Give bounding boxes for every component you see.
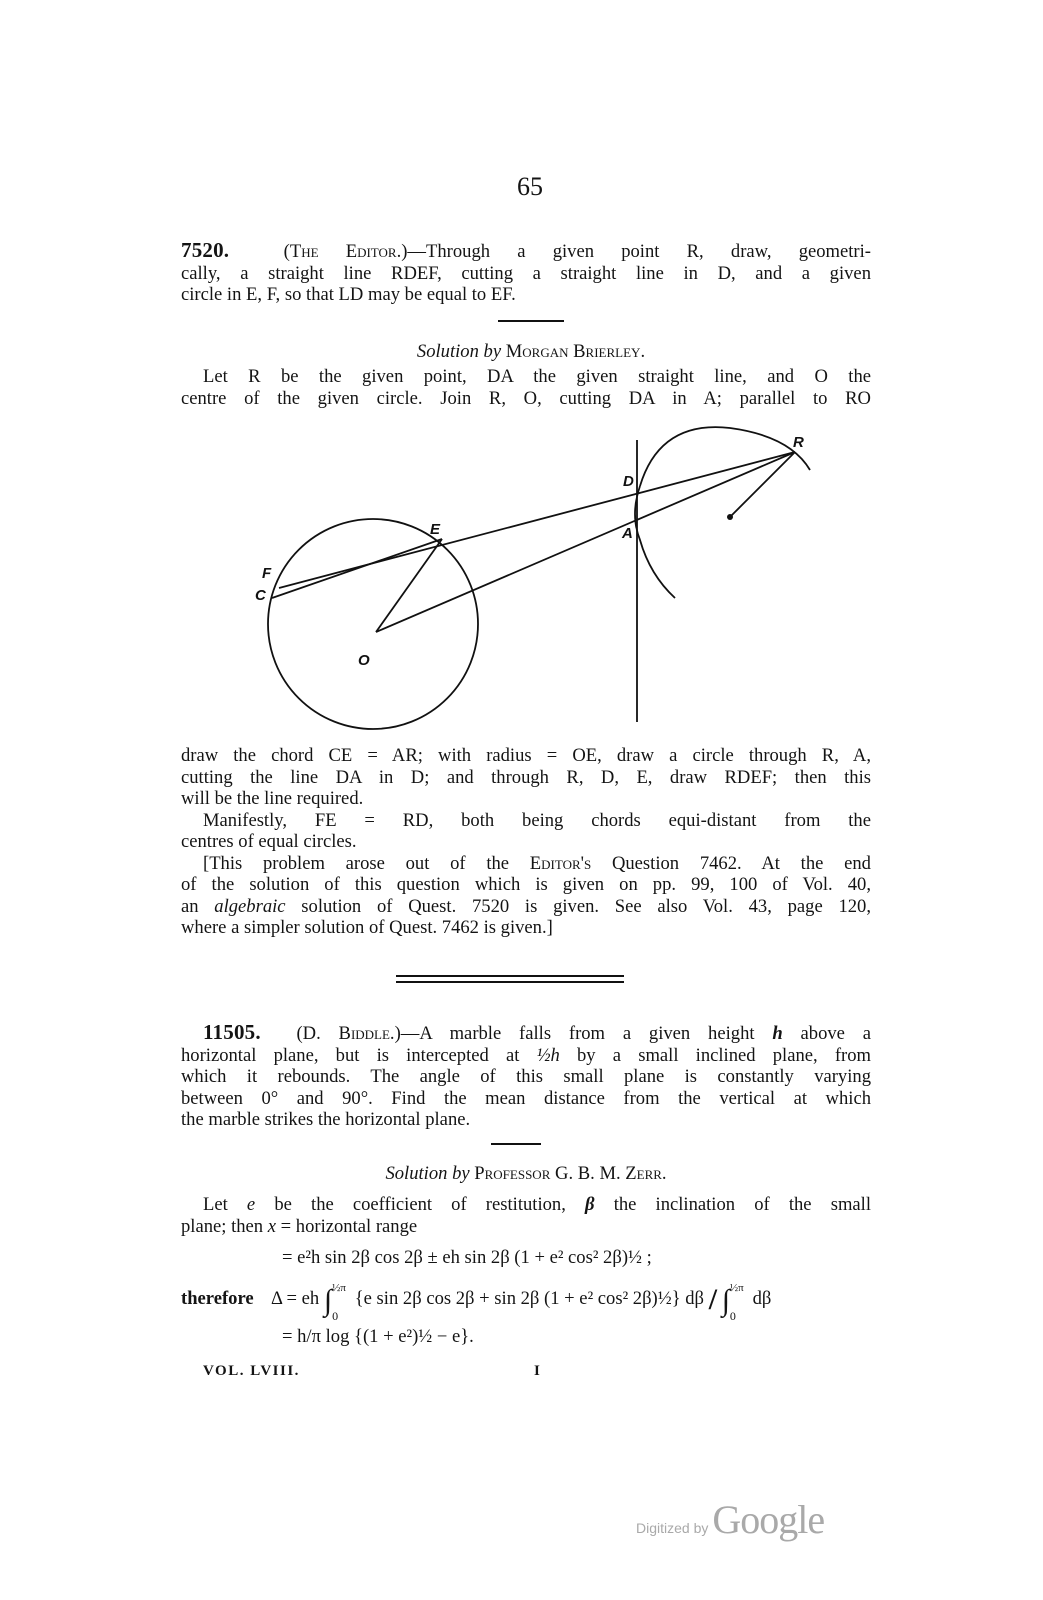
question-text: by a small inclined plane, from: [559, 1044, 871, 1066]
digitized-watermark: [636, 1496, 824, 1543]
integrand: {e sin 2β cos 2β + sin 2β (1 + e² cos² 2β)½} dβ: [354, 1288, 705, 1309]
equation-range: = e²h sin 2β cos 2β ± eh sin 2β (1 + e² cos² 2β)½ ;: [282, 1247, 652, 1268]
solution-by-label: Solution by: [385, 1163, 470, 1184]
math-var: h: [772, 1023, 783, 1044]
editor-note-line: [181, 853, 871, 875]
editor-note-line: [181, 896, 871, 918]
solution-text: [181, 1194, 871, 1237]
page-number: 65: [517, 172, 543, 201]
question-author: (The Editor.): [283, 241, 408, 262]
question-text-line: —Through a given point R, draw, geometri-: [407, 241, 871, 262]
solution-line: centre of the given circle. Join R, O, cutting DA in A; parallel to RO: [181, 387, 871, 409]
solution-by-label: Solution by: [416, 341, 502, 362]
google-logo: Google: [712, 1497, 825, 1542]
question-text-line: circle in E, F, so that LD may be equal to EF.: [181, 284, 516, 305]
note-text: Question 7462. At the end: [591, 852, 871, 874]
question-text-line: the marble strikes the horizontal plane.: [181, 1109, 471, 1130]
question-text-line: cally, a straight line RDEF, cutting a straight line in D, and a given: [181, 262, 871, 284]
arc-through-R-lower: [635, 486, 675, 598]
solver-name: Morgan Brierley.: [505, 341, 646, 362]
equation-label: therefore: [181, 1288, 254, 1309]
question-text: above a: [782, 1023, 871, 1044]
solution-line: Manifestly, FE = RD, both being chords equi-distant from the: [203, 809, 871, 831]
solution-line: centres of equal circles.: [181, 831, 357, 852]
solution-text-construction: [181, 745, 871, 939]
integral-lower-limit: 0: [729, 1308, 736, 1323]
equation-tail: dβ: [752, 1288, 772, 1309]
double-rule-top: [396, 975, 624, 977]
given-circle: [268, 519, 478, 729]
solution-text: be the coefficient of restitution,: [255, 1194, 586, 1215]
label-C: C: [255, 587, 266, 604]
radius-of-second-circle: [730, 452, 795, 517]
question-text-line: which it rebounds. The angle of this small plane is constantly varying: [181, 1066, 871, 1087]
integral-upper-limit: ½π: [332, 1281, 346, 1294]
question-text-line: between 0° and 90°. Find the mean distance from the vertical at which: [181, 1087, 871, 1109]
label-F: F: [262, 565, 272, 582]
label-R: R: [793, 434, 804, 451]
solution-line: draw the chord CE = AR; with radius = OE, draw a circle through R, A,: [181, 745, 871, 766]
chord-CE: [272, 539, 442, 598]
label-D: D: [623, 473, 634, 490]
editor-note-line: where a simpler solution of Quest. 7462 is given.]: [181, 917, 553, 938]
volume-footer: VOL. LVIII.: [203, 1363, 300, 1379]
solution-text: Let: [203, 1194, 247, 1215]
solution-line: Let R be the given point, DA the given straight line, and O the: [203, 366, 871, 387]
solution-line: will be the line required.: [181, 788, 364, 809]
equation-lhs: Δ = eh: [270, 1288, 320, 1309]
question-text: —A marble falls from a given height: [400, 1023, 773, 1044]
division-slash: /: [708, 1283, 718, 1316]
math-var: x: [267, 1215, 277, 1237]
equation-result: = h/π log {(1 + e²)½ − e}.: [282, 1326, 474, 1347]
equation-mean: [181, 1281, 881, 1324]
question-11505: [181, 1022, 871, 1131]
label-O: O: [358, 652, 370, 669]
solution-text: the inclination of the small: [594, 1194, 871, 1215]
solver-name: Professor G. B. M. Zerr.: [474, 1163, 667, 1184]
note-text: solution of Quest. 7520 is given. See also Vol. 43, page 120,: [285, 895, 871, 917]
integral-lower-limit: 0: [332, 1308, 339, 1323]
double-rule-bottom: [396, 981, 624, 983]
note-text: [This problem arose out of the: [203, 852, 530, 874]
math-var: β: [585, 1194, 595, 1215]
math-fraction: ½h: [536, 1044, 560, 1066]
solution-heading: [181, 1163, 871, 1185]
signature-mark: I: [534, 1363, 542, 1379]
label-A: A: [622, 525, 633, 542]
note-italic: algebraic: [214, 895, 286, 917]
note-text: an: [181, 895, 215, 917]
section-divider: [491, 1143, 541, 1145]
math-var: e: [246, 1194, 256, 1215]
integral-sign: ∫: [721, 1284, 730, 1317]
solution-text: = horizontal range: [276, 1215, 418, 1237]
solution-line: cutting the line DA in D; and through R, D, E, draw RDEF; then this: [181, 766, 871, 788]
question-author: (D. Biddle.): [296, 1023, 401, 1044]
integral-sign: ∫: [323, 1284, 333, 1317]
question-text: horizontal plane, but is intercepted at: [181, 1044, 537, 1066]
integral-upper-limit: ½π: [729, 1281, 744, 1294]
watermark-prefix: Digitized by: [636, 1520, 709, 1536]
geometry-diagram: [0, 0, 1043, 760]
solution-text: plane; then: [181, 1215, 268, 1237]
second-circle-centre: [727, 514, 733, 520]
editor-note-line: of the solution of this question which is given on pp. 99, 100 of Vol. 40,: [181, 874, 871, 895]
label-E: E: [430, 521, 441, 538]
question-number: 11505.: [203, 1020, 261, 1044]
note-editor: Editor's: [529, 852, 592, 874]
question-number: 7520.: [181, 238, 230, 262]
